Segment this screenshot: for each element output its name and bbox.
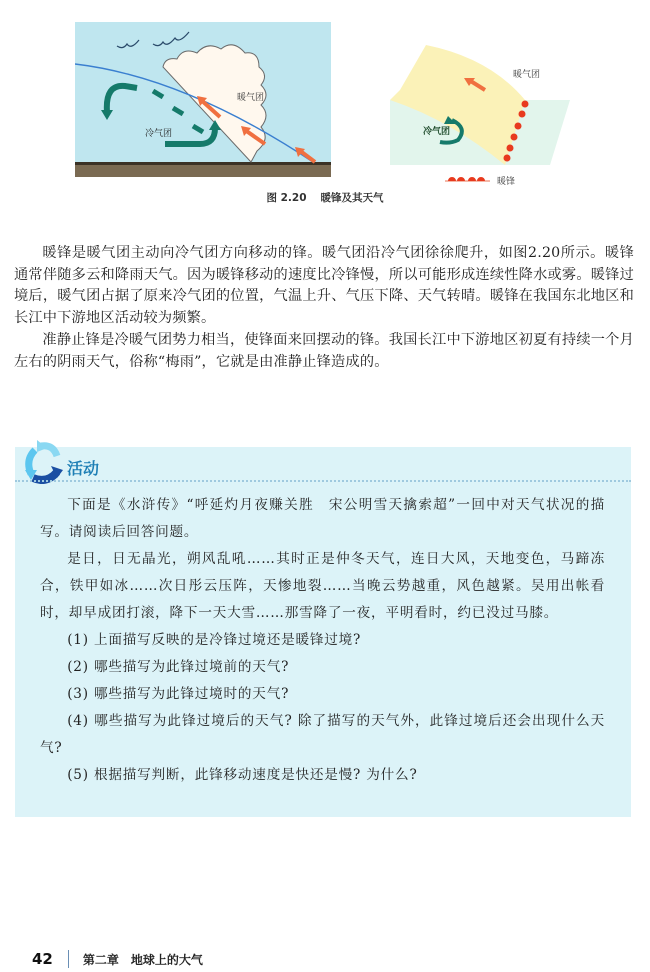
- question-5: (5) 根据描写判断，此锋移动速度是快还是慢? 为什么?: [67, 767, 418, 783]
- activity-excerpt: 是日，日无晶光，朔风乱吼……其时正是仲冬天气，连日大风，天地变色，马蹄冻合，铁甲如冰……次日彤云压阵，天惨地裂……当晚云势越重，风色越紧。吴用出帐看时，却早成团打滚，降下一天大雪……那雪降了一夜，平明看时，约已没过马膝。: [40, 551, 605, 621]
- question-3: (3) 哪些描写为此锋过境时的天气?: [67, 686, 290, 702]
- chapter-title: 地球上的大气: [130, 952, 203, 967]
- page-footer: [32, 950, 203, 968]
- cycle-arrows-icon: [23, 440, 63, 484]
- warm-air-mass-label: 暖气团: [237, 93, 265, 103]
- paragraph-stationary-front: 准静止锋是冷暖气团势力相当，使锋面来回摆动的锋。我国长江中下游地区初夏有持续一个月左右的阴雨天气，俗称“梅雨”，它就是由准静止锋造成的。: [14, 332, 634, 370]
- chapter-label: [83, 951, 203, 968]
- chapter-number: 第二章: [82, 952, 119, 967]
- body-text: [14, 243, 634, 373]
- cold-air-mass-label: 冷气团: [145, 129, 173, 139]
- legend-warm-front-label: 暖锋: [497, 177, 516, 187]
- activity-box: [15, 447, 631, 817]
- paragraph-warm-front: 暖锋是暖气团主动向冷气团方向移动的锋。暖气团沿冷气团徐徐爬升，如图2.20所示。暖锋通常伴随多云和降雨天气。因为暖锋移动的速度比冷锋慢，所以可能形成连续性降水或雾。暖锋过境后，暖气团占据了原来冷气团的位置，气温上升、气压下降、天气转晴。暖锋在我国东北地区和长江中下游地区活动较为频繁。: [14, 245, 634, 326]
- figure-number: 图 2.20: [266, 192, 307, 204]
- figure-caption: [0, 190, 650, 205]
- activity-intro: 下面是《水浒传》“呼延灼月夜赚关胜 宋公明雪天擒索超”一回中对天气状况的描写。请阅读后回答问题。: [40, 497, 605, 540]
- warm-front-cross-section-diagram: [75, 22, 331, 177]
- activity-content: [40, 492, 605, 789]
- question-4: (4) 哪些描写为此锋过境后的天气? 除了描写的天气外，此锋过境后还会出现什么天气?: [40, 713, 605, 756]
- footer-separator: [68, 950, 69, 968]
- figure-title: 暖锋及其天气: [320, 192, 384, 204]
- warm-front-map-diagram: [390, 20, 590, 190]
- page-number: 42: [32, 950, 53, 968]
- activity-title: 活动: [67, 458, 100, 478]
- cold-air-mass-label: 冷气团: [423, 127, 451, 137]
- warm-air-mass-label: 暖气团: [513, 70, 541, 80]
- dotted-divider: [15, 480, 631, 482]
- question-1: (1) 上面描写反映的是冷锋过境还是暖锋过境?: [67, 632, 362, 648]
- question-2: (2) 哪些描写为此锋过境前的天气?: [67, 659, 290, 675]
